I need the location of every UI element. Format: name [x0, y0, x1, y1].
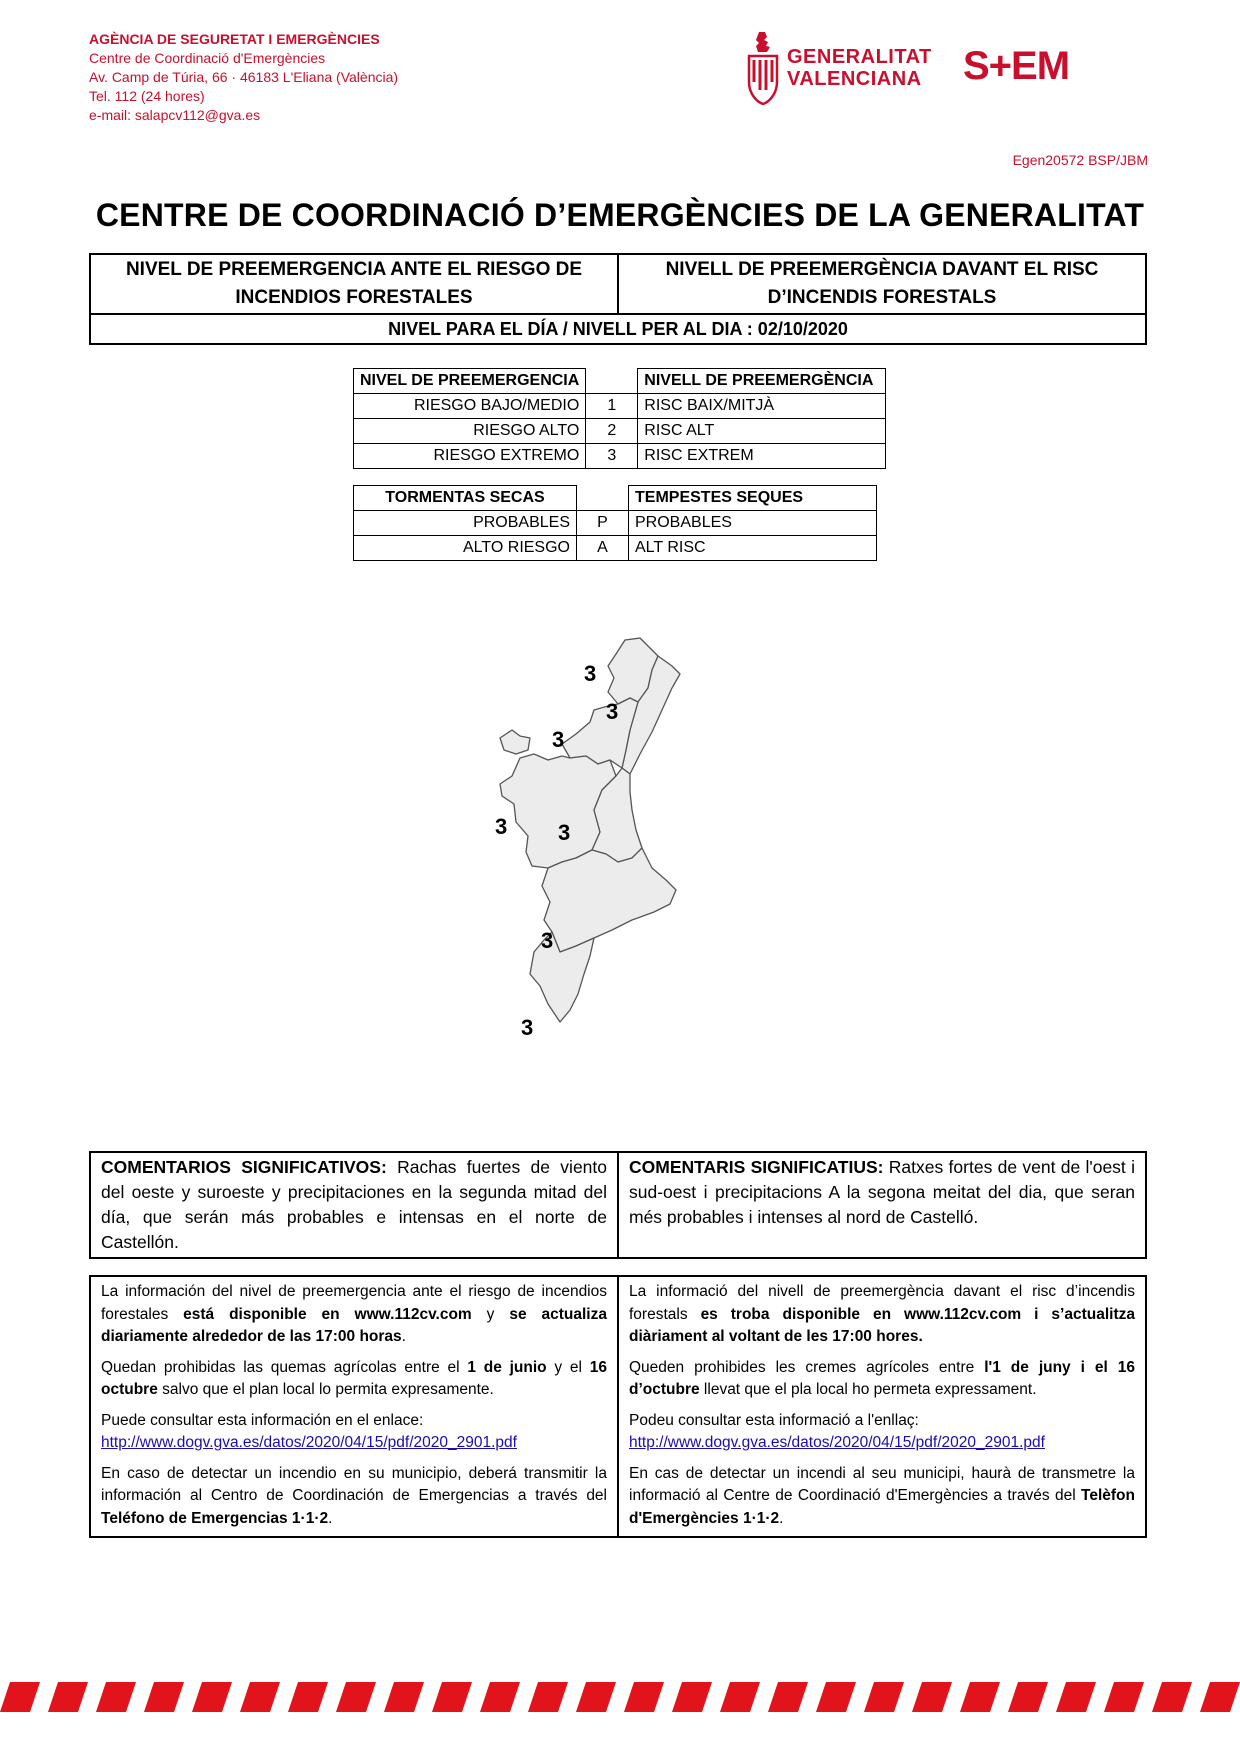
- info-es: [90, 1276, 618, 1537]
- agency-name: AGÈNCIA DE SEGURETAT I EMERGÈNCIES: [89, 31, 380, 47]
- legend-es: ALTO RIESGO: [354, 536, 577, 561]
- map-zone-6: [542, 848, 676, 952]
- comments-table: [89, 1151, 1147, 1259]
- info-es-prohibition: [101, 1357, 607, 1402]
- legend-es: RIESGO EXTREMO: [354, 444, 586, 469]
- info-es-link-block: [101, 1410, 607, 1455]
- header-es-line1: NIVEL DE PREEMERGENCIA ANTE EL RIESGO DE: [125, 259, 583, 280]
- page-title: CENTRE DE COORDINACIÓ D’EMERGÈNCIES DE LA GENERALITAT: [95, 197, 1145, 233]
- map-exclave: [500, 730, 530, 754]
- comments-es-label: COMENTARIOS SIGNIFICATIVOS:: [101, 1157, 387, 1177]
- region-map: [490, 630, 720, 1080]
- comments-ca-label: COMENTARIS SIGNIFICATIUS:: [629, 1157, 884, 1177]
- info-ca-prohibition: [629, 1357, 1135, 1402]
- legend-code: 3: [586, 444, 638, 469]
- footer-stripe: [0, 1682, 1240, 1712]
- legend-storms-head-es: TORMENTAS SECAS: [354, 486, 577, 511]
- dogv-link[interactable]: http://www.dogv.gva.es/datos/2020/04/15/pdf/2020_2901.pdf: [101, 1434, 517, 1451]
- legend-levels-head-ca: NIVELL DE PREEMERGÈNCIA: [638, 369, 886, 394]
- legend-levels-head-es: NIVEL DE PREEMERGENCIA: [354, 369, 586, 394]
- text: En caso de detectar un incendio en su municipio, deberá transmitir la información al Centro de Coordinación de Emergencias a través del: [101, 1464, 607, 1504]
- gv-line2: VALENCIANA: [787, 68, 922, 90]
- text: y: [471, 1305, 510, 1323]
- text-bold: está disponible en www.112cv.com: [183, 1305, 472, 1323]
- text: .: [401, 1328, 406, 1345]
- legend-code: 1: [586, 394, 638, 419]
- text-bold: Teléfono de Emergencias 1·1·2: [101, 1509, 329, 1527]
- map-zone-label: 3: [584, 661, 597, 686]
- table-row: [354, 444, 886, 469]
- table-row: [354, 419, 886, 444]
- text: Puede consultar esta información en el enlace:: [101, 1411, 424, 1429]
- legend-ca: PROBABLES: [629, 511, 877, 536]
- legend-code: P: [577, 511, 629, 536]
- info-table: [89, 1275, 1147, 1538]
- header-es: [90, 254, 618, 314]
- legend-ca: RISC BAIX/MITJÀ: [638, 394, 886, 419]
- legend-storms-head-ca: TEMPESTES SEQUES: [629, 486, 877, 511]
- comments-es: [90, 1152, 618, 1258]
- header-ca: [618, 254, 1146, 314]
- generalitat-valenciana-logo: [787, 46, 932, 90]
- text: .: [779, 1509, 784, 1527]
- legend-code: A: [577, 536, 629, 561]
- info-ca-link-block: [629, 1410, 1135, 1455]
- table-row: [354, 511, 877, 536]
- header-es-line2: INCENDIOS FORESTALES: [235, 287, 473, 308]
- text: llevat que el pla local ho permeta expressament.: [699, 1381, 1037, 1398]
- text: Podeu consultar esta informació a l'enllaç:: [629, 1411, 919, 1429]
- text: La información del nivel de preemergencia ante el riesgo de incendios forestales: [101, 1283, 607, 1323]
- gv-line1: GENERALITAT: [787, 46, 932, 68]
- legend-storms-head-gap: [577, 486, 629, 511]
- text: y el: [546, 1358, 590, 1376]
- text: .: [328, 1509, 333, 1527]
- legend-levels-head-gap: [586, 369, 638, 394]
- legend-storms-table: [353, 485, 877, 561]
- text: salvo que el plan local lo permita expresamente.: [157, 1381, 494, 1398]
- sem-logo: S+EM: [963, 44, 1070, 88]
- agency-block: [89, 30, 398, 125]
- dogv-link[interactable]: http://www.dogv.gva.es/datos/2020/04/15/pdf/2020_2901.pdf: [629, 1434, 1045, 1451]
- map-zone-label: 3: [606, 699, 619, 724]
- map-zone-label: 3: [541, 928, 554, 953]
- agency-centre: Centre de Coordinació d'Emergències: [89, 50, 326, 66]
- info-ca-report: [629, 1463, 1135, 1531]
- header-ca-line1: NIVELL DE PREEMERGÈNCIA DAVANT EL RISC: [665, 259, 1099, 280]
- header-ca-line2: D’INCENDIS FORESTALS: [767, 287, 997, 308]
- logos: [745, 30, 1090, 110]
- map-zone-label: 3: [521, 1015, 534, 1040]
- header-date: NIVEL PARA EL DÍA / NIVELL PER AL DIA : 02/10/2020: [90, 314, 1146, 344]
- legend-ca: ALT RISC: [629, 536, 877, 561]
- document-reference: Egen20572 BSP/JBM: [1012, 152, 1148, 168]
- legend-code: 2: [586, 419, 638, 444]
- map-zone-label: 3: [495, 814, 508, 839]
- info-es-availability: [101, 1281, 607, 1349]
- header-table: [89, 253, 1147, 345]
- comments-ca: [618, 1152, 1146, 1258]
- agency-phone: Tel. 112 (24 hores): [89, 88, 205, 104]
- legend-es: PROBABLES: [354, 511, 577, 536]
- text-bold: Telèfon d'Emergències 1·1·2: [629, 1487, 1135, 1527]
- table-row: [354, 536, 877, 561]
- legend-ca: RISC EXTREM: [638, 444, 886, 469]
- map-zone-label: 3: [552, 727, 565, 752]
- text: Quedan prohibidas las quemas agrícolas entre el: [101, 1358, 468, 1376]
- comments-ca-text: Ratxes fortes de vent de l'oest i sud-oest i precipitacions A la segona meitat del dia, que seran més probables i intenses al nord de Castelló.: [629, 1157, 1135, 1227]
- legend-es: RIESGO BAJO/MEDIO: [354, 394, 586, 419]
- legend-es: RIESGO ALTO: [354, 419, 586, 444]
- text: La informació del nivell de preemergència davant el risc d’incendis forestals: [629, 1283, 1135, 1323]
- info-ca: [618, 1276, 1146, 1537]
- agency-email: e-mail: salapcv112@gva.es: [89, 107, 261, 123]
- info-es-report: [101, 1463, 607, 1531]
- text-bold: se actualiza diariamente alrededor de las 17:00 horas: [101, 1305, 607, 1345]
- text-bold: l'1 de juny i el 16 d’octubre: [629, 1358, 1135, 1398]
- map-zone-label: 3: [558, 820, 571, 845]
- text: En cas de detectar un incendi al seu municipi, haurà de transmetre la informació al Centre de Coordinació d'Emergències a través del: [629, 1464, 1135, 1504]
- text-bold: es troba disponible en www.112cv.com i s’actualitza diàriament al voltant de les 17:00 hores.: [629, 1305, 1135, 1345]
- text: Queden prohibides les cremes agrícoles entre: [629, 1358, 985, 1376]
- info-ca-availability: [629, 1281, 1135, 1349]
- text-bold: 1 de junio: [467, 1358, 547, 1376]
- legend-ca: RISC ALT: [638, 419, 886, 444]
- table-row: [354, 394, 886, 419]
- text-bold: 16 octubre: [101, 1358, 608, 1398]
- comments-es-text: Rachas fuertes de viento del oeste y suroeste y precipitaciones en la segunda mitad del día, que serán más probables e intensas en el norte de Castellón.: [101, 1157, 608, 1252]
- generalitat-crest-icon: [745, 30, 781, 106]
- agency-address: Av. Camp de Túria, 66 · 46183 L'Eliana (València): [89, 69, 399, 85]
- legend-levels-table: [353, 368, 886, 469]
